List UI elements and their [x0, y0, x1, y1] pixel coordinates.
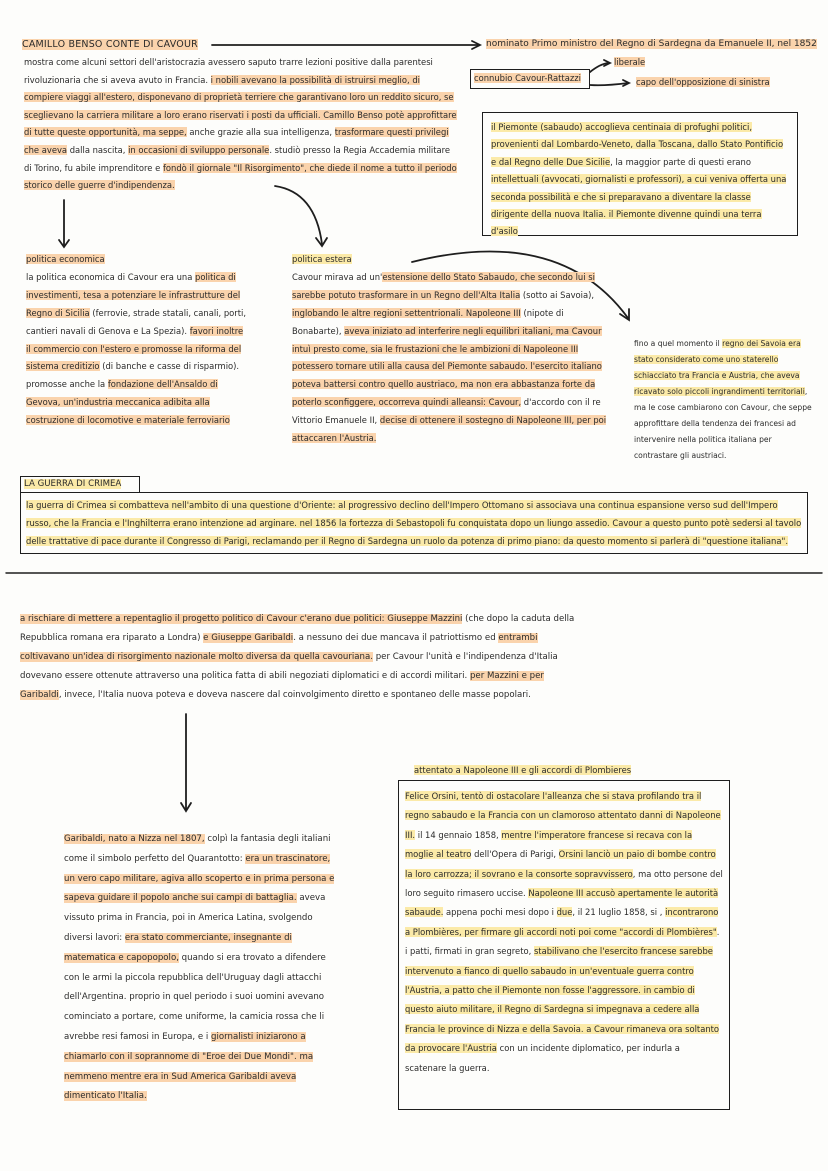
economica-block [26, 251, 248, 430]
estera-block [292, 251, 608, 448]
nominato-text: nominato Primo ministro del Regno di Sardegna da Emanuele II, nel 1852 [486, 39, 817, 49]
garibaldi-hl-3: era stato commerciante, insegnante di matematica e capopopolo, [64, 932, 292, 963]
plomb-text-5: , il 21 luglio 1858, si , [572, 907, 666, 918]
garibaldi-hl-2: era un trascinatore, un vero capo militare, agiva allo scoperto e in prima persona e sapeva guidare il popolo anche sui campi di battaglia. [64, 853, 335, 904]
estera-title: politica estera [292, 254, 352, 264]
intro-hl-4: fondò il giornale "Il Risorgimento", che diede il nome a tutto il periodo storico delle guerre d'indipendenza. [24, 162, 457, 191]
crimea-title-box [20, 476, 140, 493]
plomb-text-7: con un incidente diplomatico, per indurla a scatenare la guerra. [405, 1043, 680, 1073]
piemonte-text: , la maggior parte di questi erano [610, 156, 751, 167]
estera-hl-4: decise di ottenere il sostegno di Napoleone III, per poi attaccaren l'Austria. [292, 415, 607, 444]
plomb-text-2: dell'Opera di Parigi, [471, 849, 559, 860]
mazzini-text-3: per Cavour l'unità e l'indipendenza d'Italia dovevano essere ottenute attraverso una politica fatta di abili negoziati diplomatici e di accordi militari. [20, 652, 558, 681]
plomb-hl-4: Napoleone III accusò apertamente le autorità sabaude. [405, 888, 719, 918]
intro-text-1: mostra come alcuni settori dell'aristocrazia avessero saputo trarre lezioni positive dalla parentesi [24, 57, 433, 67]
estera-text-3: (nipote di Bonabarte), [292, 307, 564, 336]
mazzini-hl-3: entrambi coltivavano un'idea di risorgimento nazionale molto diversa da quella cavouriana. [20, 633, 538, 662]
economica-text-2: (ferrovie, strade statali, canali, porti, cantieri navali di Genova e La Spezia). [26, 307, 246, 336]
intro-text-4: dalla nascita, [67, 144, 129, 155]
estera-hl-3: aveva iniziato ad interferire negli equilibri italiani, ma Cavour intuì presto come, sia le frustazioni che le ambizioni di Napoleone III potessero tornare utili alla causa del Piemonte sabaudo. l'esercito italiano poteva battersi contro quello austriaco, ma non era abbastanza forte da poterlo sconfiggere, occorreva quindi alleansi: Cavour, [292, 325, 602, 408]
garibaldi-text-3: quando si era trovato a difendere con le armi la piccola repubblica dell'Uruguay dagli attacchi dell'Argentina. proprio in quel periodo i suoi uomini avevano cominciato a portare, come uniforme, la camicia rossa che li avrebbe resi famosi in Europa, e i [64, 952, 326, 1042]
savoia-hl: regno dei Savoia era stato considerato come uno staterello schiacciato tra Francia e Austria, che aveva ricavato solo piccoli ingrandimenti territoriali [634, 339, 805, 396]
estera-hl-2: inglobando le altre regioni settentrionali. Napoleone III [292, 307, 521, 318]
mazzini-text-4: , invece, l'Italia nuova poteva e doveva nascere dal coinvolgimento diretto e spontaneo delle masse popolari. [58, 690, 531, 700]
garibaldi-hl-4: giornalisti iniziarono a chiamarlo con il soprannome di "Eroe dei Due Mondi". ma nemmeno mentre era in Sud America Garibaldi aveva dimenticato l'Italia. [64, 1031, 314, 1102]
plomb-text-4: appena pochi mesi dopo i [443, 907, 557, 918]
connubio-label: connubio Cavour-Rattazzi [474, 73, 581, 83]
intro-hl-2: trasformare questi privilegi che aveva [24, 127, 449, 155]
garibaldi-block [64, 830, 336, 1107]
cavour-title-wrap [22, 36, 198, 54]
plomb-text-1: il 14 gennaio 1858, [415, 829, 502, 840]
mazzini-hl-2: e Giuseppe Garibaldi [203, 633, 294, 643]
plomb-hl-6: incontrarono a Plombières, per firmare gli accordi noti poi come "accordi di Plombières" [405, 907, 719, 937]
mazzini-hl-4: per Mazzini e per Garibaldi [20, 671, 544, 700]
estera-hl-1: estensione dello Stato Sabaudo, che secondo lui si sarebbe potuto trasformare in un Regno dell'Alta Italia [292, 271, 595, 300]
plomb-hl-5: due [556, 907, 573, 918]
opposizione-wrap [636, 74, 770, 92]
plomb-text-3: , ma otto persone del loro seguito rimasero uccise. [405, 868, 723, 899]
connubio-box [470, 69, 590, 89]
plomb-hl-3: Orsini lanciò un paio di bombe contro la loro carrozza; il sovrano e la consorte sopravvissero [405, 849, 716, 879]
plomb-text-6: . i patti, firmati in gran segreto, [405, 926, 720, 957]
nominato-line [486, 36, 817, 54]
opposizione-label: capo dell'opposizione di sinistra [636, 77, 770, 87]
estera-text-4: d'accordo con il re Vittorio Emanuele II, [292, 397, 601, 426]
intro-hl-3: in occasioni di sviluppo personale [128, 144, 270, 155]
piemonte-hl-2: intellettuali (avvocati, giornalisti e professori), a cui veniva offerta una seconda possibilità e che si preparavano a diventare la classe dirigente della nuova Italia. il Piemonte divenne quindi una terra d'asilo [491, 174, 787, 237]
plombieres-title: attentato a Napoleone III e gli accordi di Plombieres [414, 765, 632, 775]
intro-text-3: anche grazie alla sua intelligenza, [186, 127, 335, 138]
mazzini-text-1: (che dopo la caduta della Repubblica romana era riparato a Londra) [20, 614, 575, 643]
cavour-intro [24, 54, 458, 195]
plomb-hl-7: stabilivano che l'esercito francese sarebbe intervenuto a fianco di quello sabaudo in un'eventuale guerra contro l'Austria, a patto che il Piemonte non fosse l'aggressore. in cambio di questo aiuto militare, il Regno di Sardegna si impegnava a cedere alla Francia le province di Nizza e della Savoia. a Cavour rimaneva ora soltanto da provocare l'Austria [405, 946, 720, 1054]
savoia-text-1: fino a quel momento il [634, 339, 723, 348]
savoia-block [634, 336, 812, 464]
mazzini-text-2: . a nessuno dei due mancava il patriottismo ed [293, 633, 499, 643]
piemonte-box [482, 112, 798, 236]
plomb-hl-1: Felice Orsini, tentò di ostacolare l'alleanza che si stava profilando tra il regno sabaudo e la Francia con un clamoroso attentato danni di Napoleone III. [405, 791, 721, 840]
garibaldi-text-2: aveva vissuto prima in Francia, poi in America Latina, svolgendo diversi lavori: [64, 893, 326, 943]
crimea-text-1: la guerra di Crimea si combatteva nell'ambito di una questione d'Oriente: al progressivo declino dell'Impero Ottomano si associava una continua espansione verso sud dell'Impero russo, che la Francia e l'Inghilterra erano intenzione ad arginare. nel 1856 la fortezza di Sebastopoli fu conquistata dopo un liungo assedio. [26, 500, 778, 528]
estera-text-1: Cavour mirava ad un' [292, 271, 383, 282]
cavour-title: CAMILLO BENSO CONTE DI CAVOUR [22, 39, 198, 50]
estera-text-2: (sotto ai Savoia), [520, 289, 595, 300]
plombieres-title-wrap [414, 762, 631, 780]
intro-text-2: rivoluzionaria che si aveva avuto in Francia. [24, 74, 211, 85]
garibaldi-text-1: colpì la fantasia degli italiani come il simbolo perfetto del Quarantotto: [64, 834, 331, 864]
economica-hl-1: politica di investimenti, tesa a potenziare le infrastrutture del Regno di Sicilia [26, 271, 241, 318]
plomb-hl-2: mentre l'imperatore francese si recava con la moglie al teatro [405, 829, 693, 860]
crimea-hl: Cavour a questo punto potè sedersi al tavolo delle trattative di pace durante il Congresso di Parigi, reclamando per il Regno di Sardegna un ruolo da potenza di primo piano: da questo momento si parlerà di "questione italiana". [26, 518, 802, 546]
intro-hl-1: i nobili avevano la possibilità di istruirsi meglio, di compiere viaggi all'estero, disponevano di proprietà terriere che garantivano loro un reddito sicuro, se sceglievano la carriera militare a loro erano riservati i posti da ufficiali. Camillo Benso potè approfittare di tutte queste opportunità, ma seppe, [24, 74, 457, 138]
economica-text-3: (di banche e casse di risparmio). promosse anche la [26, 361, 240, 390]
plombieres-box [398, 780, 730, 1110]
liberale-label: liberale [614, 57, 646, 67]
mazzini-block [20, 610, 582, 705]
garibaldi-hl-1: Garibaldi, nato a Nizza nel 1807, [64, 834, 205, 844]
mazzini-hl-1: a rischiare di mettere a repentaglio il progetto politico di Cavour c'erano due politici: Giuseppe Mazzini [20, 614, 463, 624]
piemonte-hl-1: il Piemonte (sabaudo) accoglieva centinaia di profughi politici, provenienti dal Lombardo-Veneto, dalla Toscana, dallo Stato Pontificio e dal Regno delle Due Sicilie [491, 122, 784, 167]
economica-text-1: la politica economica di Cavour era una [26, 271, 196, 282]
crimea-box [20, 492, 808, 554]
arrowhead [472, 41, 480, 49]
intro-text-5: . studiò presso la Regia Accademia militare di Torino, fu abile imprenditore e [24, 144, 451, 173]
savoia-text-2: , ma le cose cambiarono con Cavour, che seppe approfittare della tendenza dei francesi ad intervenire nella politica italiana per contrastare gli austriaci. [634, 387, 812, 460]
economica-hl-3: fondazione dell'Ansaldo di Gevova, un'industria meccanica adibita alla costruzione di locomotive e materiale ferroviario [26, 379, 230, 426]
economica-hl-2: favori inoltre il commercio con l'estero e promosse la riforma del sistema creditizio [26, 325, 244, 372]
crimea-title: LA GUERRA DI CRIMEA [24, 479, 122, 489]
economica-title: politica economica [26, 254, 105, 264]
liberale-wrap [614, 54, 645, 72]
